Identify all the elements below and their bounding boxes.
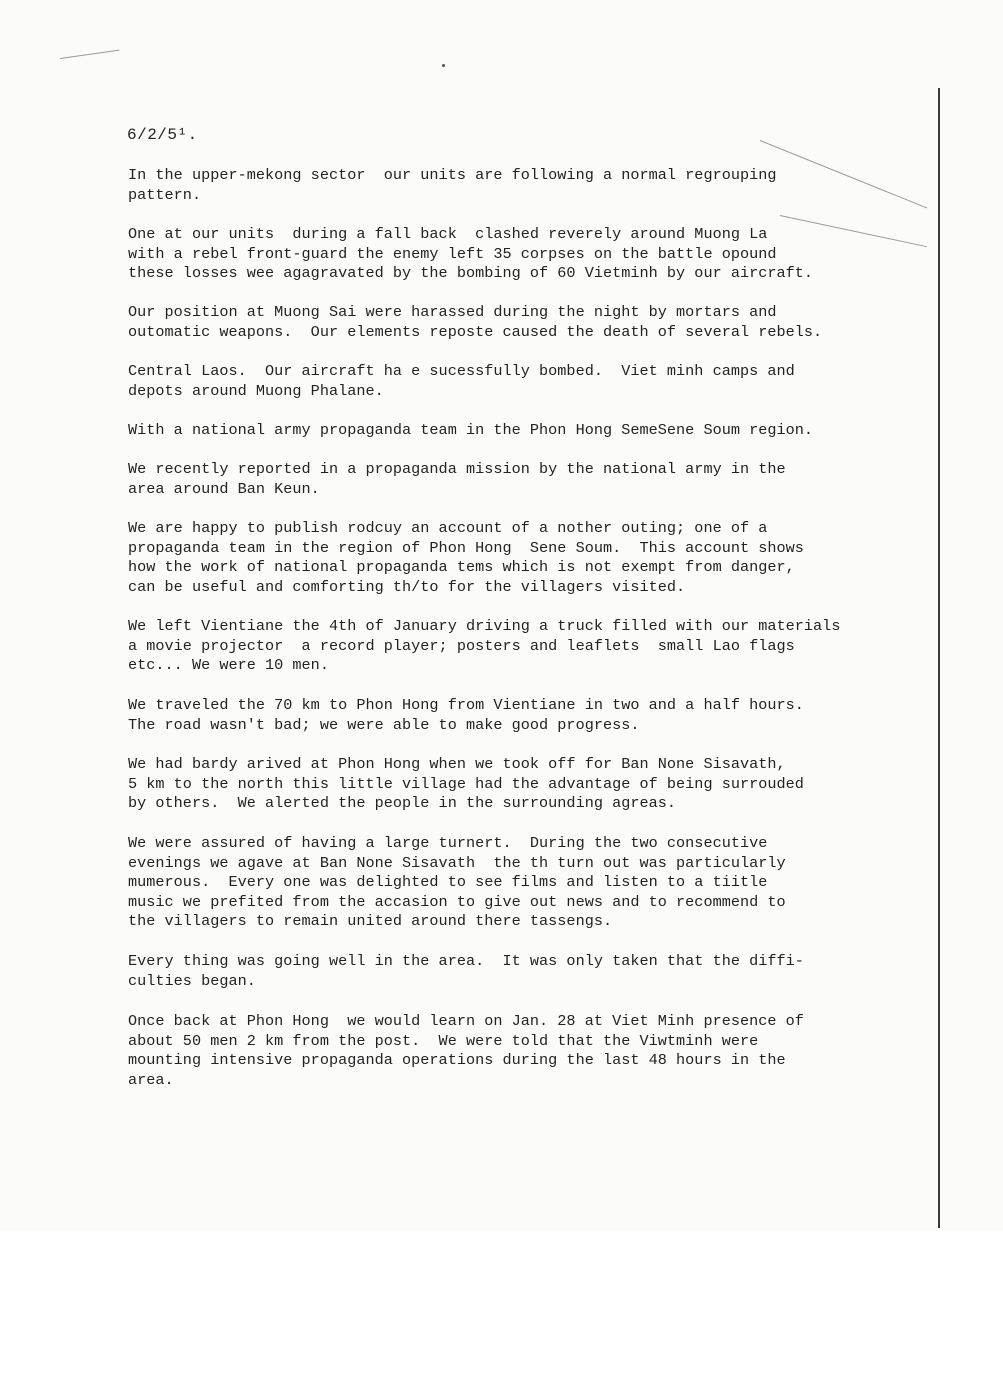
paragraph-3: Our position at Muong Sai were harassed during the night by mortars and outomatic weapons. Our elements reposte caused the death of several rebels. — [128, 303, 823, 341]
paragraph-4: Central Laos. Our aircraft ha e sucessfully bombed. Viet minh camps and depots around Muong Phalane. — [128, 362, 795, 400]
ink-speck — [442, 64, 445, 67]
paragraph-5: With a national army propaganda team in the Phon Hong SemeSene Soum region. — [128, 421, 814, 439]
paragraph-10: We had bardy arived at Phon Hong when we took off for Ban None Sisavath, 5 km to the north this little village had the advantage of being surrouded by others. We alerted the people in the surrounding agreas. — [128, 755, 804, 813]
paragraph-6: We recently reported in a propaganda mission by the national army in the area around Ban Keun. — [128, 460, 786, 498]
paragraph-13: Once back at Phon Hong we would learn on Jan. 28 at Viet Minh presence of about 50 men 2 km from the post. We were told that the Viwtminh were mounting intensive propaganda operations during the last 48 hours in the area. — [128, 1012, 804, 1089]
page-edge-line — [938, 88, 940, 1228]
paragraph-11: We were assured of having a large turnert. During the two consecutive evenings we agave at Ban None Sisavath the th turn out was particularly mumerous. Every one was delighted to see films and listen to a tiitle music we prefited from the accasion to give out news and to recommend to the villagers to remain united around there tassengs. — [128, 834, 786, 931]
paragraph-12: Every thing was going well in the area. It was only taken that the diffi- culties began. — [128, 952, 804, 990]
paragraph-9: We traveled the 70 km to Phon Hong from Vientiane in two and a half hours. The road wasn't bad; we were able to make good progress. — [128, 696, 804, 734]
scan-scratch — [60, 50, 120, 59]
scan-scratch — [760, 140, 927, 208]
document-date: 6/2/5¹. — [127, 126, 198, 144]
paragraph-2: One at our units during a fall back clashed reverely around Muong La with a rebel front-guard the enemy left 35 corpses on the battle opound these losses wee agagravated by the bombing of 60 Vietminh by our aircraft. — [128, 225, 814, 283]
paragraph-8: We left Vientiane the 4th of January driving a truck filled with our materials a movie projector a record player; posters and leaflets small Lao flags etc... We were 10 men. — [128, 617, 841, 675]
paragraph-1: In the upper-mekong sector our units are following a normal regrouping pattern. — [128, 166, 777, 204]
paragraph-7: We are happy to publish rodcuy an account of a nother outing; one of a propaganda team in the region of Phon Hong Sene Soum. This account shows how the work of national propaganda tems which is not exempt from danger, can be useful and comforting th/to for the villagers visited. — [128, 519, 804, 596]
